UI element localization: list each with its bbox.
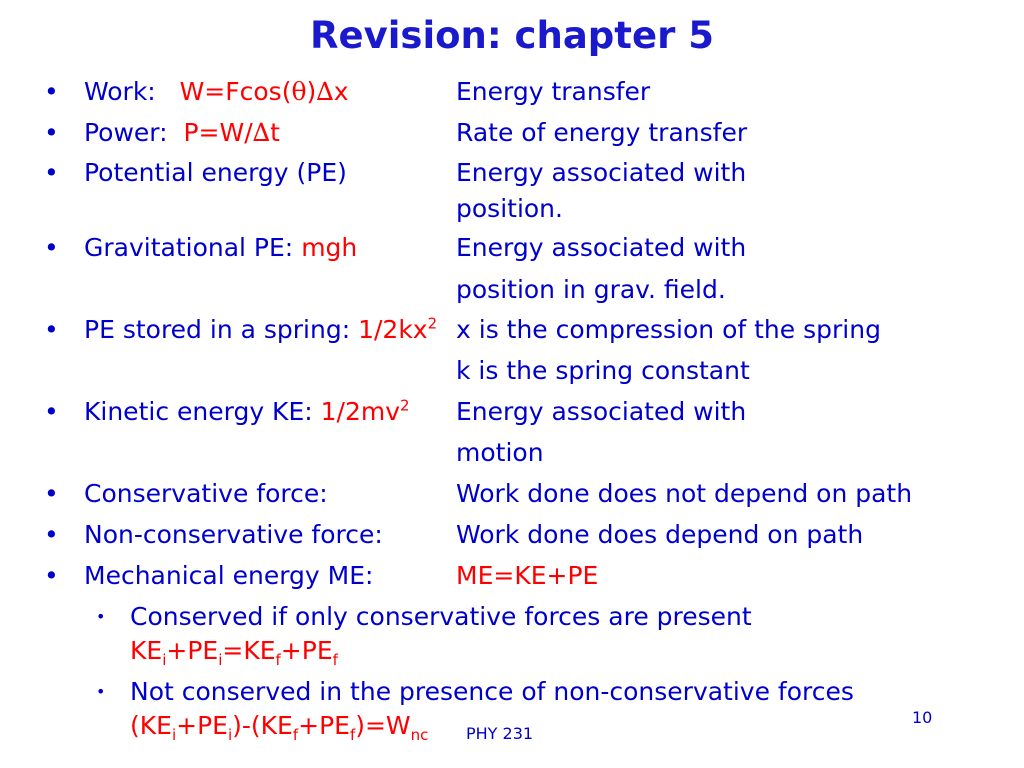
not-conserved-text: Not conserved in the presence of non-conservative forces bbox=[130, 677, 854, 706]
pe-label: Potential energy (PE) bbox=[84, 158, 347, 187]
work-label: Work: bbox=[84, 77, 156, 106]
pe-desc-1: Energy associated with bbox=[456, 158, 747, 187]
bullet: • bbox=[44, 397, 59, 426]
bullet: • bbox=[44, 158, 59, 187]
cons-label: Conservative force: bbox=[84, 479, 328, 508]
me-formula: ME=KE+PE bbox=[456, 561, 599, 590]
bullet: • bbox=[44, 233, 59, 262]
power-label: Power: bbox=[84, 118, 168, 147]
cons-desc: Work done does not depend on path bbox=[456, 479, 913, 508]
page-number: 10 bbox=[912, 708, 933, 727]
bullet: • bbox=[44, 315, 59, 344]
bullet: • bbox=[44, 561, 59, 590]
gpe-desc-1: Energy associated with bbox=[456, 233, 747, 262]
gpe-desc-2: position in grav. field. bbox=[456, 275, 726, 304]
bullet: • bbox=[44, 479, 59, 508]
conserved-text: Conserved if only conservative forces are present bbox=[130, 602, 752, 631]
spring-label: PE stored in a spring: bbox=[84, 315, 359, 344]
gpe-formula: mgh bbox=[301, 233, 358, 262]
bullet: • bbox=[44, 520, 59, 549]
slide-title: Revision: chapter 5 bbox=[310, 14, 714, 57]
bullet: • bbox=[44, 118, 59, 147]
pe-desc-2: position. bbox=[456, 194, 563, 223]
bullet: • bbox=[44, 77, 59, 106]
spring-desc-2: k is the spring constant bbox=[456, 356, 750, 385]
work-formula: W=Fcos(θ)∆x bbox=[179, 77, 349, 106]
footer-course: PHY 231 bbox=[466, 724, 534, 743]
ke-desc-1: Energy associated with bbox=[456, 397, 747, 426]
ke-formula: $1/2mv^2$ bbox=[320, 396, 410, 426]
spring-formula: $1/2kx^2$ bbox=[358, 314, 438, 344]
conserved-equation: $KE_i+PE_i=KE_f+PE_f$ bbox=[130, 636, 338, 669]
me-label: Mechanical energy ME: bbox=[84, 561, 374, 590]
sub-bullet: • bbox=[96, 682, 106, 701]
not-conserved-equation: $(KE_i+PE_i)-(KE_f+PE_f)=W_{nc}$ bbox=[130, 711, 429, 744]
work-desc: Energy transfer bbox=[456, 77, 651, 106]
power-formula: P=W/∆t bbox=[183, 118, 280, 147]
noncons-label: Non-conservative force: bbox=[84, 520, 383, 549]
spring-desc-1: x is the compression of the spring bbox=[456, 315, 881, 344]
sub-bullet: • bbox=[96, 607, 106, 626]
gpe-label: Gravitational PE: bbox=[84, 233, 302, 262]
power-desc: Rate of energy transfer bbox=[456, 118, 748, 147]
ke-desc-2: motion bbox=[456, 438, 544, 467]
ke-label: Kinetic energy KE: bbox=[84, 397, 321, 426]
noncons-desc: Work done does depend on path bbox=[456, 520, 864, 549]
